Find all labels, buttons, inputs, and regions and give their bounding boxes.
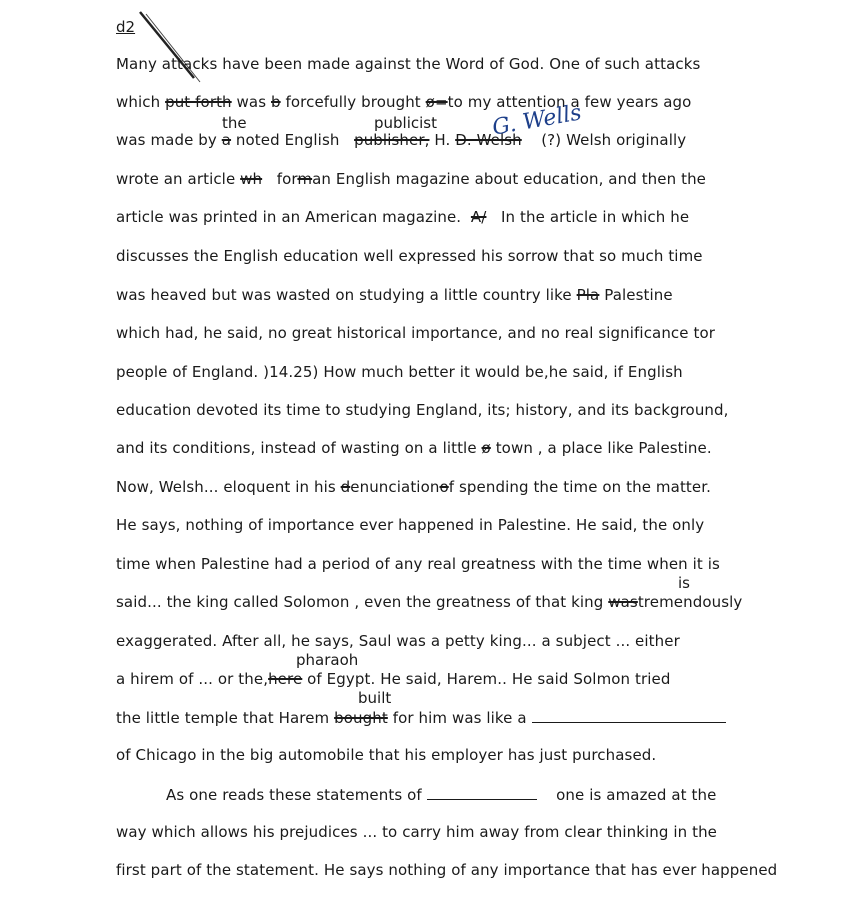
fill-in-blank <box>427 785 537 800</box>
interlinear-is: is <box>678 574 690 592</box>
line-22: first part of the statement. He says nothing of any importance that has ever happened <box>116 861 778 879</box>
interlinear-the: the <box>222 114 247 132</box>
fill-in-blank <box>532 708 726 723</box>
interlinear-pharaoh: pharaoh <box>296 651 359 669</box>
pen-stroke-mark <box>134 8 214 88</box>
line-1: Many attacks have been made against the Word of God. One of such attacks <box>116 55 701 73</box>
line-2: which put forth was b forcefully brought ø=to my attention a few years ago <box>116 93 692 111</box>
line-6: discusses the English education well expressed his sorrow that so much time <box>116 247 703 265</box>
line-9: people of England. )14.25) How much better it would be,he said, if English <box>116 363 683 381</box>
struck-text: D. Welsh <box>455 131 522 149</box>
line-12: Now, Welsh... eloquent in his denunciationof spending the time on the matter. <box>116 478 711 496</box>
line-4: wrote an article wh forman English magazine about education, and then the <box>116 170 707 188</box>
line-5: article was printed in an American magazine. A/ In the article in which he <box>116 208 690 226</box>
line-8: which had, he said, no great historical importance, and no real significance tor <box>116 324 716 342</box>
handwritten-correction: G. Wells <box>490 100 584 141</box>
interlinear-publicist: publicist <box>374 114 437 132</box>
line-16: exaggerated. After all, he says, Saul was a petty king... a subject ... either <box>116 632 680 650</box>
line-21: way which allows his prejudices ... to carry him away from clear thinking in the <box>116 823 718 841</box>
line-15: said... the king called Solomon , even the greatness of that king wastremendously <box>116 593 743 611</box>
line-18: the little temple that Harem bought for him was like a <box>116 708 726 727</box>
struck-text: put forth <box>165 93 232 111</box>
struck-text: publisher, <box>354 131 430 149</box>
line-7: was heaved but was wasted on studying a little country like Pla Palestine <box>116 286 673 304</box>
page-number: d2 <box>116 18 136 36</box>
line-3: was made by a noted English publisher, H. D. Welsh (?) Welsh originally <box>116 131 687 149</box>
line-10: education devoted its time to studying England, its; history, and its background, <box>116 401 729 419</box>
line-14: time when Palestine had a period of any real greatness with the time when it is <box>116 555 720 573</box>
line-20: As one reads these statements of one is amazed at the <box>166 786 717 804</box>
line-19: of Chicago in the big automobile that his employer has just purchased. <box>116 746 657 764</box>
line-17: a hirem of ... or the,here of Egypt. He said, Harem.. He said Solmon tried <box>116 670 671 688</box>
interlinear-built: built <box>358 689 392 707</box>
line-11: and its conditions, instead of wasting on a little ø town , a place like Palestine. <box>116 439 712 457</box>
line-13: He says, nothing of importance ever happened in Palestine. He said, the only <box>116 516 705 534</box>
